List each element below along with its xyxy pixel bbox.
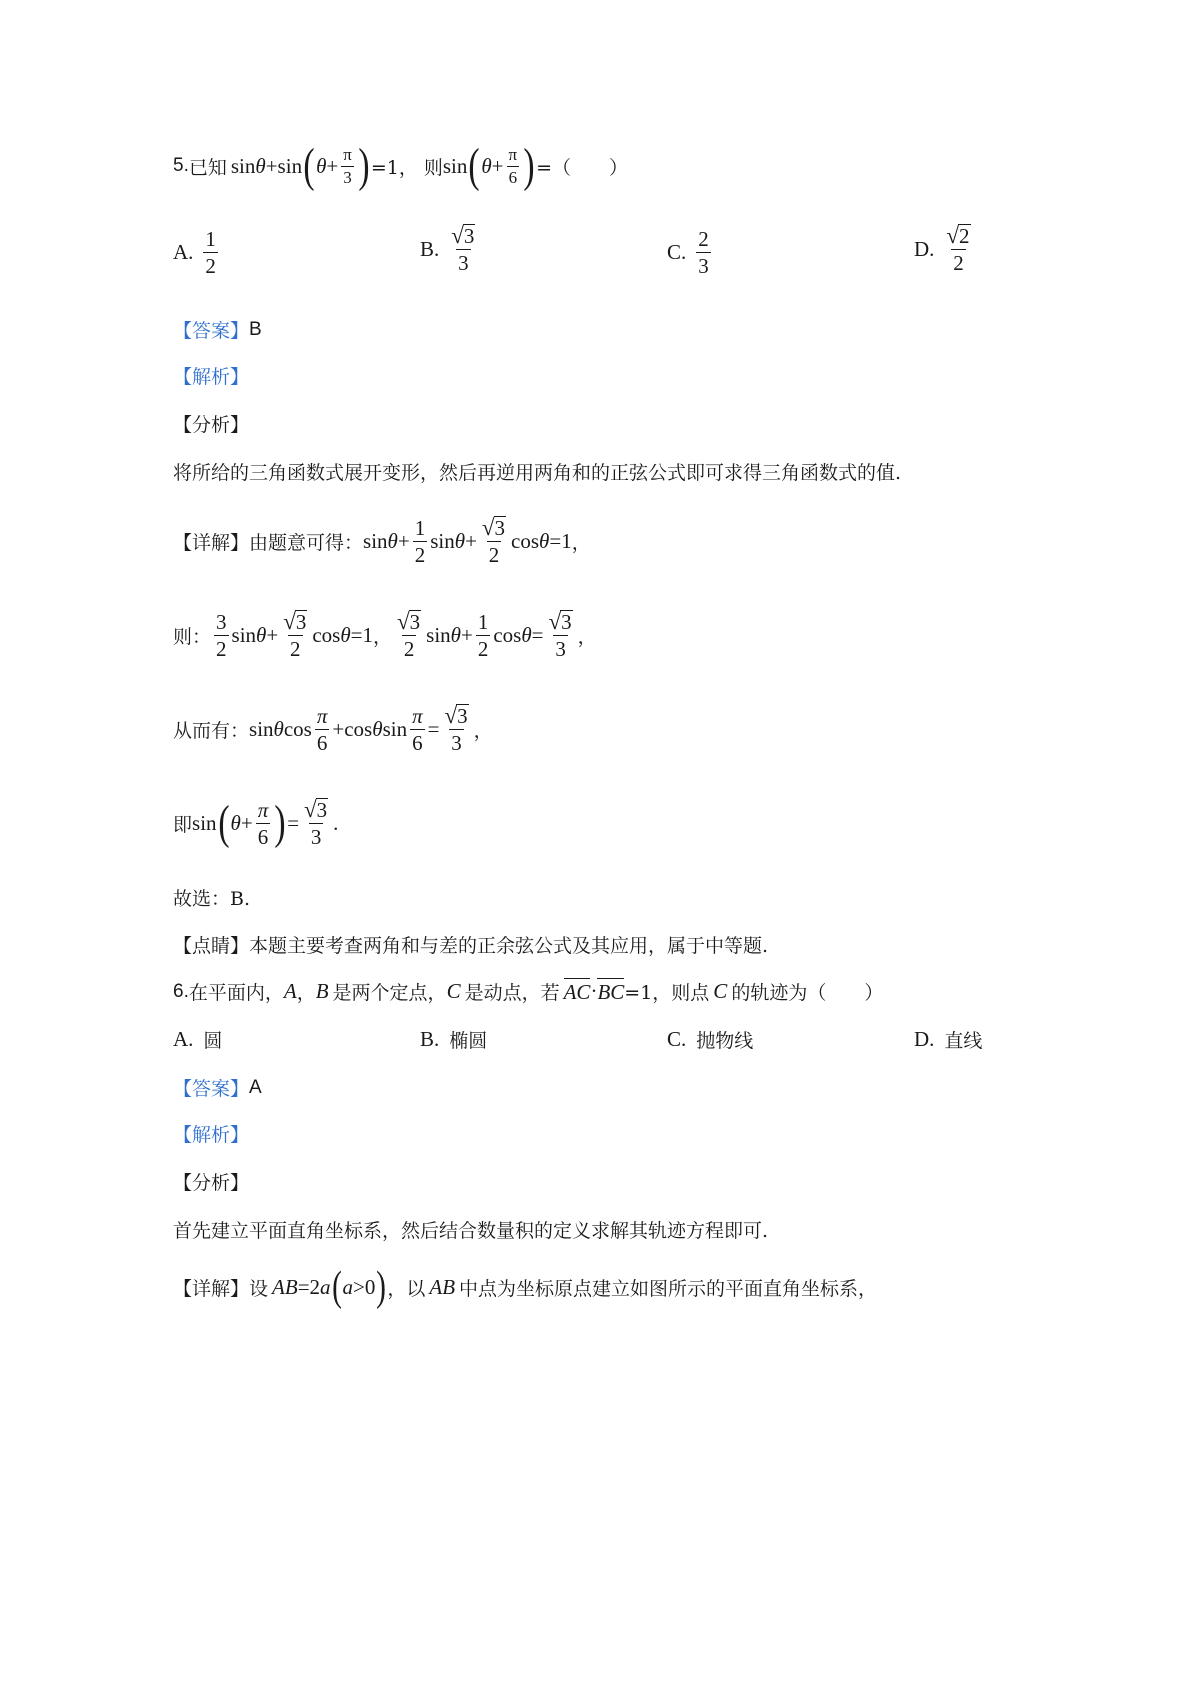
analysis-tag: 【解析】 bbox=[173, 366, 250, 388]
q5-detail-line1: 【详解】 由题意可得： sin θ + $\frac{1}{2}$ sin θ + √ 3 2 cos θ =1 ， bbox=[173, 515, 591, 568]
q5-fenxi-text: 将所给的三角函数式展开变形，然后再逆用两角和的正弦公式即可求得三角函数式的值. bbox=[173, 462, 902, 484]
q6-option-d: D. 直线 bbox=[914, 1027, 983, 1052]
q5-detail-line2: 则： $\frac{3}{2}$ sin θ + √ 3 2 cos θ =1 ， √ 3 2 sin θ + $\frac{1}{2}$ cos θ = √ 3 3 ， bbox=[173, 609, 597, 662]
q6-option-b: B. 椭圆 bbox=[420, 1027, 488, 1052]
answer-tag: 【答案】 bbox=[173, 320, 250, 342]
analysis-tag: 【解析】 bbox=[173, 1124, 250, 1146]
q5-option-b: B. √ 3 3 bbox=[420, 223, 475, 276]
q6-stem: 6. 在平面内， A ， B 是两个定点， C 是动点，若 AC · BC =1，则点 C 的轨迹为（ ） bbox=[173, 979, 884, 1004]
q5-option-d: D. √ 2 2 bbox=[914, 223, 970, 276]
q6-analysis-line bbox=[173, 1120, 1050, 1147]
q5-detail-line4: 即 sin ( θ + $\frac{\pi}{6}$ ) = √ 3 3 . bbox=[173, 796, 339, 850]
q5-stem-end: =（ ） bbox=[536, 156, 629, 179]
q5-dianjing: 【点睛】 本题主要考查两角和与差的正余弦公式及其应用，属于中等题. bbox=[173, 931, 1050, 958]
q5-conclusion: 故选：B. bbox=[173, 888, 251, 910]
detail-tag: 【详解】 bbox=[173, 531, 250, 554]
q6-option-a: A. 圆 bbox=[173, 1027, 223, 1052]
q5-stem-prefix: 已知 bbox=[188, 156, 227, 179]
q5-number: 5. bbox=[173, 155, 189, 176]
q6-fenxi-tag-line bbox=[173, 1168, 1050, 1195]
detail-tag: 【详解】 bbox=[173, 1277, 250, 1300]
q6-answer: A bbox=[249, 1076, 262, 1098]
q5-stem-then: 则 bbox=[423, 156, 443, 179]
q5-stem-eq1: =1， bbox=[370, 156, 418, 179]
fenxi-tag: 【分析】 bbox=[173, 1172, 250, 1194]
q5-fenxi-tag-line bbox=[173, 410, 1050, 437]
q5-option-c: C. $\frac{2}{3}$ bbox=[667, 227, 709, 279]
q5-analysis-line bbox=[173, 362, 1050, 389]
q5-answer: B bbox=[249, 318, 262, 340]
answer-tag: 【答案】 bbox=[173, 1078, 250, 1100]
q6-fenxi-text: 首先建立平面直角坐标系，然后结合数量积的定义求解其轨迹方程即可. bbox=[173, 1220, 769, 1242]
q5-answer-line bbox=[173, 316, 1050, 343]
q5-option-a: A. $\frac{1}{2}$ bbox=[173, 227, 216, 279]
dianjing-tag: 【点睛】 bbox=[173, 935, 250, 957]
q5-stem: 5. 已知 sin θ +sin ( θ + $\frac{\pi}{3}$ ) =1， 则 sin ( θ + $\frac{\pi}{6}$ ) =（ ） bbox=[173, 139, 629, 192]
q6-number: 6. bbox=[173, 980, 189, 1002]
q6-option-c: C. 抛物线 bbox=[667, 1027, 754, 1052]
q5-detail-line3: 从而有： sin θ cos $\frac{\pi}{6}$ +cos θ sin $\frac{\pi}{6}$ = √ 3 3 ， bbox=[173, 703, 493, 756]
q6-detail-line1: 【详解】 设 AB =2 a ( a >0 ) ，以 AB 中点为坐标原点建立如图所示的平面直角坐标系， bbox=[173, 1264, 878, 1310]
fenxi-tag: 【分析】 bbox=[173, 414, 250, 436]
q6-answer-line bbox=[173, 1074, 1050, 1101]
